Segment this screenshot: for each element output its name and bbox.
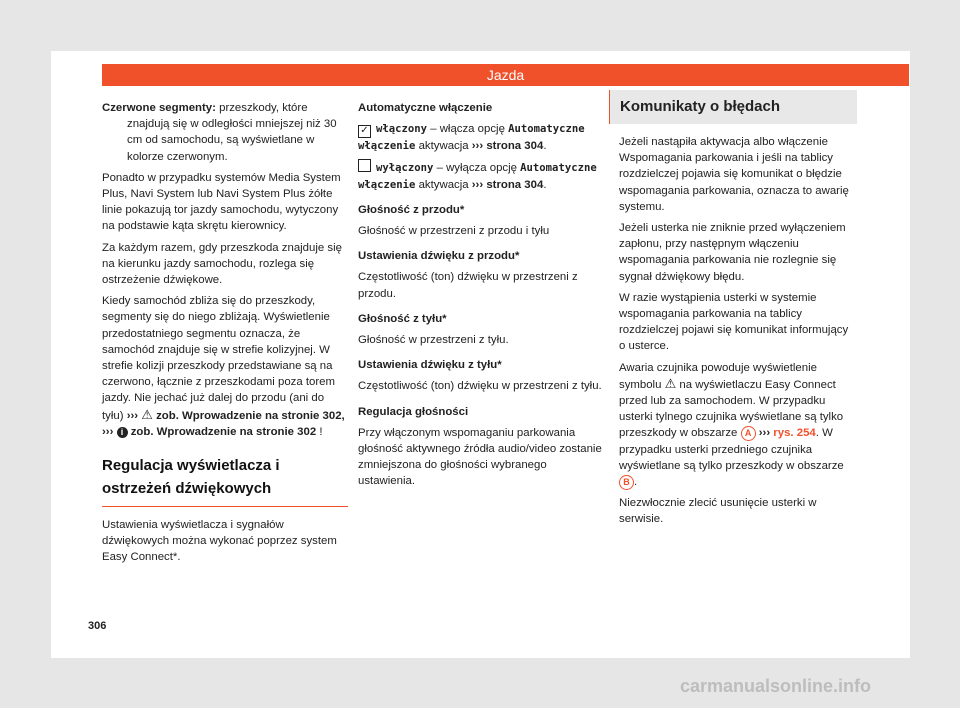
link-intro-1[interactable]: zob. Wprowadzenie na stronie 302,	[156, 409, 345, 422]
heading-error-messages: Komunikaty o błędach	[609, 90, 857, 124]
paragraph-service: Niezwłocznie zlecić usunięcie usterki w serwisie.	[619, 497, 817, 526]
heading-display-settings: Regulacja wyświetlacza i ostrzeżeń dźwiękowych	[102, 454, 348, 507]
column-left	[102, 100, 348, 571]
paragraph-warning-sound: Za każdym razem, gdy przeszkoda znajduje się na kierunku jazdy samochodu, rozlega się ostrzeżenie dźwiękowe.	[102, 241, 342, 287]
column-middle	[358, 100, 604, 495]
rear-sound-title: Ustawienia dźwięku z tyłu*	[358, 359, 502, 372]
checked-checkbox-icon: ✓	[358, 125, 371, 138]
area-a-badge: A	[741, 426, 756, 441]
paragraph-sensor-failure: Awaria czujnika powoduje wyświetlenie symbolu ⚠ na wyświetlaczu Easy Connect przed lub za samochodem. W przypadku usterki tylnego czujnika wyświetlane są tylko przeszkody w obszarze A ››› rys. 254. W przypadku usterki przedniego czujnika wyświetlane są tylko przeszkody w obszarze B .	[619, 361, 844, 489]
paragraph-error-1: Jeżeli nastąpiła aktywacja albo włączenie Wspomagania parkowania i jeśli na tablicy rozdzielczej pojawia się komunikat o błędzie wspomagania parkowania, oznacza to awarię systemu.	[619, 136, 849, 213]
paragraph-easy-connect: Ustawienia wyświetlacza i sygnałów dźwiękowych można wykonać poprzez system Easy Connect*.	[102, 519, 337, 564]
option-on: ✓ włączony – włącza opcję Automatyczne włączenie aktywacja ››› strona 304.	[358, 123, 585, 153]
info-icon: i	[117, 427, 128, 438]
red-segments-paragraph: Czerwone segmenty: przeszkody, które znajdują się w odległości mniejszej niż 30 cm od samochodu, są wyświetlane w kolorze czerwonym.	[102, 102, 337, 163]
section-header: Jazda	[102, 64, 909, 86]
paragraph-media-system: Ponadto w przypadku systemów Media System Plus, Navi System lub Navi System Plus żółte linie pokazują tor jazdy samochodu, wytyczony na podstawie kąta skrętu kierownicy.	[102, 171, 341, 233]
link-fig-254[interactable]: rys. 254	[773, 427, 816, 440]
auto-activation-title: Automatyczne włączenie	[358, 102, 493, 114]
paragraph-collision-zone: Kiedy samochód zbliża się do przeszkody, segmenty się do niego zbliżają. Wyświetlenie przedostatniego segmentu oznacza, że samochód znajduje się w strefie kolizyjnej. W strefie kolizji przeszkody przedstawiane są na czerwono, łącznie z przeszkodami poza torem jazdy. Nie jechać już dalej do przodu (ani do tyłu) ››› ⚠ zob. Wprowadzenie na stronie 302, ››› i zob. Wprowadzenie na stronie 302 !	[102, 295, 345, 438]
rear-volume-text: Głośność w przestrzeni z tyłu.	[358, 334, 509, 347]
front-volume-title: Głośność z przodu*	[358, 203, 465, 216]
volume-regulation-text: Przy włączonym wspomaganiu parkowania głośność aktywnego źródła audio/video zostanie zmniejszona do głośności wybranego ustawienia.	[358, 426, 602, 488]
link-page-304-on[interactable]: strona 304	[486, 140, 544, 153]
paragraph-error-2: Jeżeli usterka nie zniknie przed wyłączeniem zapłonu, przy następnym włączeniu wspomagania parkowania nie rozlegnie się sygnał dźwiękowy błędu.	[619, 222, 846, 283]
option-off: wyłączony – wyłącza opcję Automatyczne włączenie aktywacja ››› strona 304.	[358, 159, 604, 192]
watermark: carmanualsonline.info	[680, 676, 872, 696]
rear-volume-title: Głośność z tyłu*	[358, 312, 447, 325]
link-page-304-off[interactable]: strona 304	[486, 178, 544, 191]
link-intro-2[interactable]: zob. Wprowadzenie na stronie 302	[130, 425, 317, 438]
warning-icon: ⚠	[141, 406, 153, 422]
warning-icon: ⚠	[664, 375, 677, 391]
rear-sound-text: Częstotliwość (ton) dźwięku w przestrzeni z tyłu.	[358, 380, 602, 393]
page-number: 306	[88, 620, 107, 632]
area-b-badge: B	[619, 475, 634, 490]
front-sound-text: Częstotliwość (ton) dźwięku w przestrzeni z przodu.	[358, 271, 578, 300]
front-sound-title: Ustawienia dźwięku z przodu*	[358, 250, 520, 263]
volume-regulation-title: Regulacja głośności	[358, 405, 469, 418]
front-volume-text: Głośność w przestrzeni z przodu i tyłu	[358, 225, 550, 238]
paragraph-error-3: W razie wystąpienia usterki w systemie wspomagania parkowania na tablicy rozdzielczej pojawi się komunikat informujący o usterce.	[619, 291, 849, 353]
empty-checkbox-icon	[358, 159, 371, 172]
column-right	[619, 100, 857, 533]
